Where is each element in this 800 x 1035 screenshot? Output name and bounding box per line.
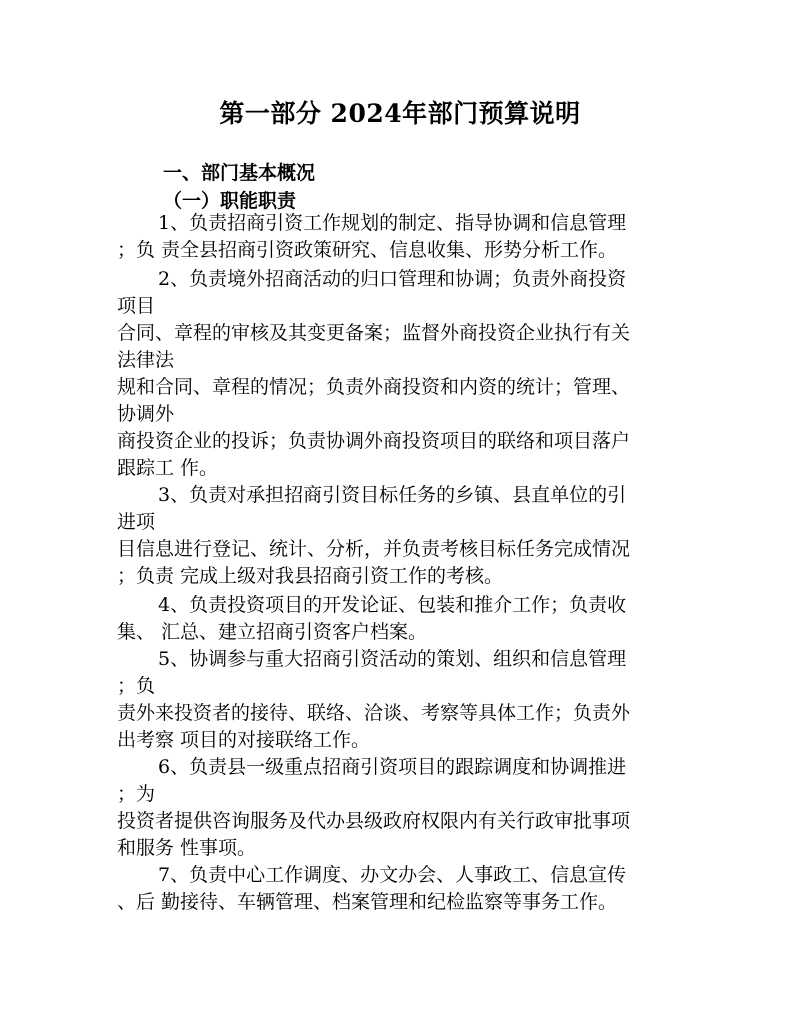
document-title: 第一部分 2024年部门预算说明 — [219, 99, 581, 128]
paragraph-line: 6、负责县一级重点招商引资项目的跟踪调度和协调推进 — [158, 756, 627, 778]
paragraph-line: 协调外 — [117, 403, 175, 425]
paragraph-line: 2、负责境外招商活动的归口管理和协调；负责外商投资 — [158, 268, 627, 290]
paragraph-line: 5、协调参与重大招商引资活动的策划、组织和信息管理 — [158, 648, 627, 670]
paragraph-line: 3、负责对承担招商引资目标任务的乡镇、县直单位的引 — [158, 484, 627, 506]
paragraph-line: 1、负责招商引资工作规划的制定、指导协调和信息管理 — [158, 212, 627, 234]
paragraph-line: 跟踪工 作。 — [117, 457, 219, 479]
paragraph-line: 7、负责中心工作调度、办文办会、人事政工、信息宣传 — [158, 864, 627, 886]
paragraph-line: 项目 — [117, 295, 156, 317]
paragraph-line: 进项 — [117, 511, 156, 533]
paragraph-line: 法律法 — [117, 349, 175, 371]
paragraph-line: 出考察 项目的对接联络工作。 — [117, 729, 371, 751]
paragraph-line: 和服务 性事项。 — [117, 837, 257, 859]
paragraph-line: 合同、章程的审核及其变更备案；监督外商投资企业执行有关 — [117, 322, 631, 344]
paragraph-line: ；负责 完成上级对我县招商引资工作的考核。 — [117, 565, 504, 587]
paragraph-line: ；负 — [117, 675, 156, 697]
paragraph-line: ；为 — [117, 783, 156, 805]
paragraph-line: 规和合同、章程的情况；负责外商投资和内资的统计；管理、 — [117, 376, 631, 398]
paragraph-line: 责外来投资者的接待、联络、洽谈、考察等具体工作；负责外 — [117, 702, 631, 724]
section-heading: 一、部门基本概况 — [163, 162, 316, 184]
subsection-heading: （一）职能职责 — [163, 190, 297, 212]
paragraph-line: 集、 汇总、建立招商引资客户档案。 — [117, 621, 428, 643]
paragraph-line: 、后 勤接待、车辆管理、档案管理和纪检监察等事务工作。 — [117, 891, 618, 913]
paragraph-line: 4、负责投资项目的开发论证、包装和推介工作；负责收 — [158, 594, 627, 616]
paragraph-line: 投资者提供咨询服务及代办县级政府权限内有关行政审批事项 — [117, 810, 631, 832]
paragraph-line: ；负 责全县招商引资政策研究、信息收集、形势分析工作。 — [117, 239, 618, 261]
paragraph-line: 商投资企业的投诉；负责协调外商投资项目的联络和项目落户 — [117, 430, 631, 452]
paragraph-line: 目信息进行登记、统计、分析，并负责考核目标任务完成情况 — [117, 538, 631, 560]
